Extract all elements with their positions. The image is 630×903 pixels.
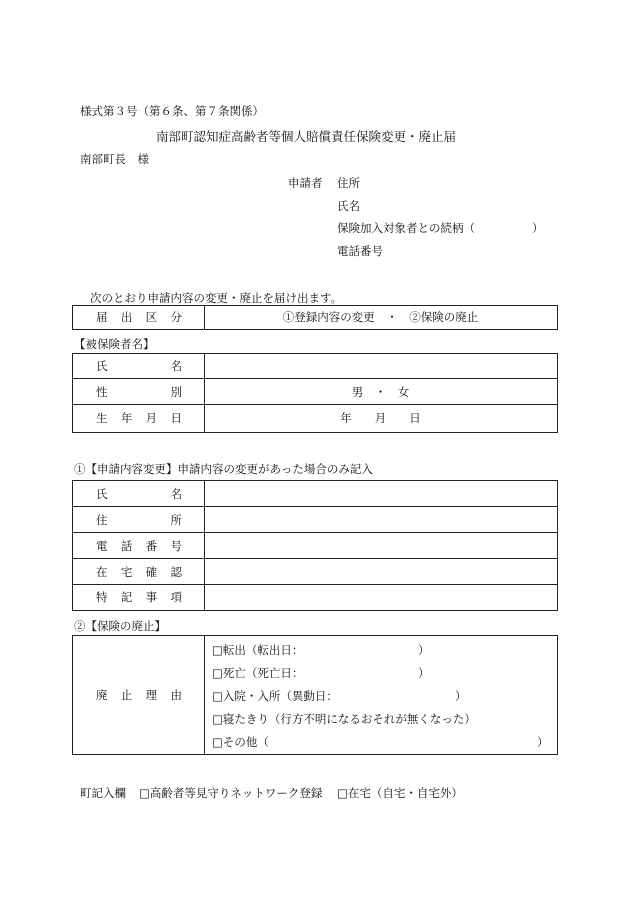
insured-name-field[interactable] [205,354,556,378]
cancel-option-other-close: ） [537,735,549,749]
change-address-label: 住 所 [96,512,182,527]
insured-sex-label: 性 別 [96,384,182,399]
office-use-label: 町記入欄 [80,786,126,800]
insured-heading: 【被保険者名】 [74,337,155,351]
cancel-option-moved-out[interactable]: □転出（転出日： [212,643,304,657]
insured-name-label: 氏 名 [96,359,182,373]
change-heading: ①【申請内容変更】申請内容の変更があった場合のみ記入 [74,462,373,476]
change-name-label: 氏 名 [96,486,182,501]
change-notes-field[interactable] [205,585,556,609]
statement-text: 次のとおり申請内容の変更・廃止を届け出ます。 [90,291,343,305]
change-name-field[interactable] [205,481,556,506]
cancel-option-bedridden[interactable]: □寝たきり（行方不明になるおそれが無くなった） [212,712,476,726]
page-title: 南部町認知症高齢者等個人賠償責任保険変更・廃止届 [156,129,457,144]
change-home-check-field[interactable] [205,559,556,584]
addressee: 南部町長 様 [80,152,149,166]
applicant-role-label: 申請者 [288,176,323,190]
cancel-option-hospitalized-close: ） [455,689,467,703]
change-phone-field[interactable] [205,533,556,558]
applicant-address-label: 住所 [337,176,360,190]
notification-type-options[interactable]: ①登録内容の変更 ・ ②保険の廃止 [282,310,479,324]
change-home-check-label: 在 宅 確 認 [96,564,182,579]
change-address-field[interactable] [205,507,556,532]
insured-dob-field[interactable]: 年 月 日 [340,411,421,425]
applicant-relation-label: 保険加入対象者との続柄（ [337,221,475,235]
cancel-option-deceased[interactable]: □死亡（死亡日： [212,666,304,680]
insured-sex-options[interactable]: 男 ・ 女 [351,384,410,399]
change-phone-label: 電 話 番 号 [96,538,182,553]
applicant-phone-label: 電話番号 [337,244,383,258]
cancel-reason-label: 廃 止 理 由 [96,687,182,702]
form-number: 様式第３号（第６条、第７条関係） [80,104,264,118]
notification-type-label: 届 出 区 分 [96,310,182,324]
applicant-relation-close: ） [532,221,544,235]
cancel-option-hospitalized[interactable]: □入院・入所（異動日： [212,689,338,703]
cancel-option-other[interactable]: □その他（ [212,735,269,749]
cancel-option-moved-out-close: ） [418,643,430,657]
office-option-home[interactable]: □在宅（自宅・自宅外） [337,786,463,800]
cancel-option-deceased-close: ） [418,666,430,680]
insured-dob-label: 生 年 月 日 [96,411,182,425]
applicant-name-label: 氏名 [337,199,360,213]
office-option-network[interactable]: □高齢者等見守りネットワーク登録 [139,786,323,800]
change-notes-label: 特 記 事 項 [96,590,182,604]
cancel-heading: ②【保険の廃止】 [74,619,166,633]
